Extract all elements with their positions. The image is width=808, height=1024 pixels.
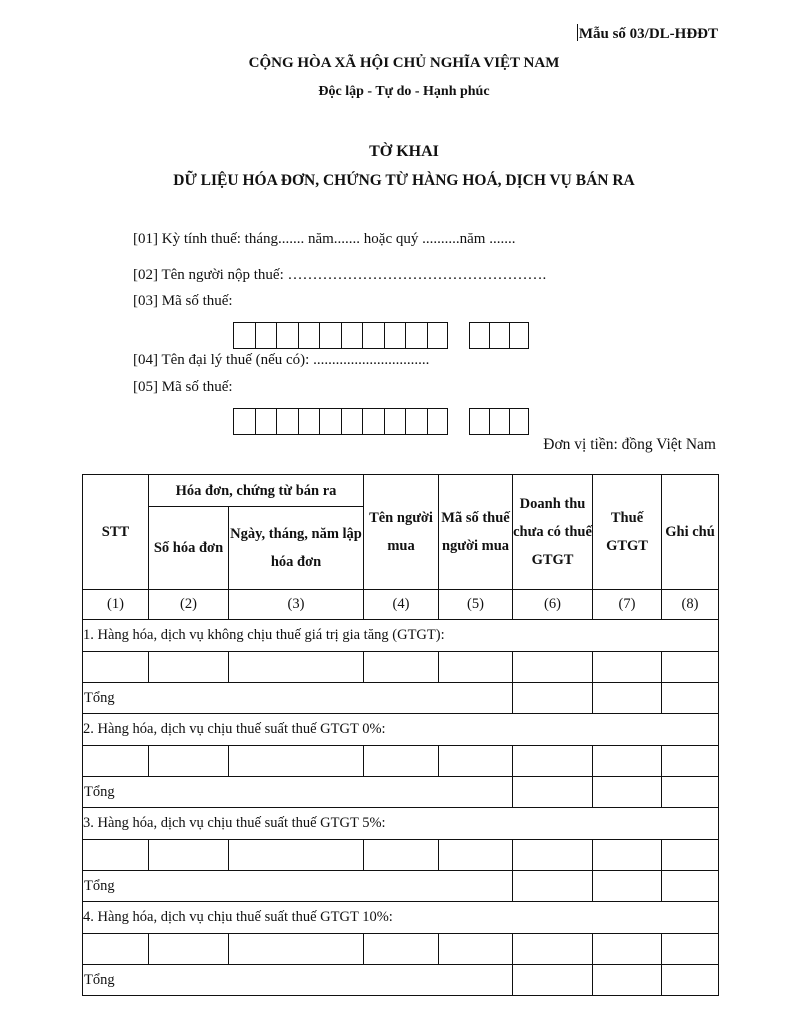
invoice-data-table <box>82 474 719 996</box>
agent-tax-code-boxes-main <box>233 408 448 435</box>
header-invoice-no: Số hóa đơn <box>149 507 229 590</box>
digit-box <box>509 408 529 435</box>
taxpayer-name-field: [02] Tên người nộp thuế: ……………………………………………. <box>133 267 547 283</box>
digit-box <box>427 408 449 435</box>
digit-box <box>319 408 341 435</box>
column-number-row <box>83 590 719 620</box>
column-number: (5) <box>439 590 513 620</box>
digit-box <box>405 408 427 435</box>
motto: Độc lập - Tự do - Hạnh phúc <box>318 84 490 99</box>
total-row <box>83 777 719 808</box>
digit-box <box>489 408 509 435</box>
digit-box <box>469 408 489 435</box>
header-buyer-tax-code: Mã số thuế người mua <box>439 475 513 590</box>
column-number: (2) <box>149 590 229 620</box>
total-label: Tổng <box>83 965 513 996</box>
table-row <box>83 934 719 965</box>
tax-code-boxes-branch <box>469 322 529 349</box>
header-invoice-group: Hóa đơn, chứng từ bán ra <box>149 475 364 507</box>
column-number: (7) <box>593 590 662 620</box>
section-heading: 2. Hàng hóa, dịch vụ chịu thuế suất thuế GTGT 0%: <box>83 714 719 746</box>
tax-code-label: [03] Mã số thuế: <box>133 293 233 309</box>
total-row <box>83 871 719 902</box>
digit-box <box>298 408 320 435</box>
digit-box <box>405 322 427 349</box>
digit-box <box>384 408 406 435</box>
digit-box <box>276 408 298 435</box>
column-number: (3) <box>229 590 364 620</box>
total-label: Tổng <box>83 777 513 808</box>
column-number: (4) <box>364 590 439 620</box>
header-vat: Thuế GTGT <box>593 475 662 590</box>
table-row <box>83 840 719 871</box>
tax-code-boxes-main <box>233 322 448 349</box>
document-title: TỜ KHAI <box>369 143 439 160</box>
digit-box <box>233 322 255 349</box>
form-code-text: Mẫu số 03/DL-HĐĐT <box>578 26 718 42</box>
digit-box <box>341 322 363 349</box>
digit-box <box>341 408 363 435</box>
header-revenue: Doanh thu chưa có thuế GTGT <box>513 475 593 590</box>
agent-tax-code-boxes-branch <box>469 408 529 435</box>
document-subtitle: DỮ LIỆU HÓA ĐƠN, CHỨNG TỪ HÀNG HOÁ, DỊCH VỤ BÁN RA <box>173 172 635 189</box>
total-label: Tổng <box>83 871 513 902</box>
header-stt: STT <box>83 475 149 590</box>
digit-box <box>469 322 489 349</box>
total-label: Tổng <box>83 683 513 714</box>
digit-box <box>427 322 449 349</box>
digit-box <box>362 322 384 349</box>
column-number: (8) <box>662 590 719 620</box>
total-row <box>83 965 719 996</box>
total-row <box>83 683 719 714</box>
digit-box <box>276 322 298 349</box>
agent-tax-code-label: [05] Mã số thuế: <box>133 379 233 395</box>
form-code <box>577 24 718 43</box>
tax-period-field: [01] Kỳ tính thuế: tháng....... năm....... hoặc quý ..........năm ....... <box>133 231 516 247</box>
digit-box <box>298 322 320 349</box>
digit-box <box>384 322 406 349</box>
digit-box <box>233 408 255 435</box>
currency-unit: Đơn vị tiền: đồng Việt Nam <box>543 436 716 453</box>
table-row <box>83 652 719 683</box>
column-number: (1) <box>83 590 149 620</box>
country-header: CỘNG HÒA XÃ HỘI CHỦ NGHĨA VIỆT NAM <box>248 55 560 71</box>
digit-box <box>362 408 384 435</box>
digit-box <box>319 322 341 349</box>
table-row <box>83 746 719 777</box>
tax-agent-name-field: [04] Tên đại lý thuế (nếu có): ............................... <box>133 352 430 368</box>
digit-box <box>255 322 277 349</box>
column-number: (6) <box>513 590 593 620</box>
section-heading: 1. Hàng hóa, dịch vụ không chịu thuế giá trị gia tăng (GTGT): <box>83 620 719 652</box>
header-invoice-date: Ngày, tháng, năm lập hóa đơn <box>229 507 364 590</box>
header-buyer-name: Tên người mua <box>364 475 439 590</box>
section-heading: 4. Hàng hóa, dịch vụ chịu thuế suất thuế GTGT 10%: <box>83 902 719 934</box>
header-note: Ghi chú <box>662 475 719 590</box>
digit-box <box>509 322 529 349</box>
digit-box <box>489 322 509 349</box>
digit-box <box>255 408 277 435</box>
section-heading: 3. Hàng hóa, dịch vụ chịu thuế suất thuế GTGT 5%: <box>83 808 719 840</box>
